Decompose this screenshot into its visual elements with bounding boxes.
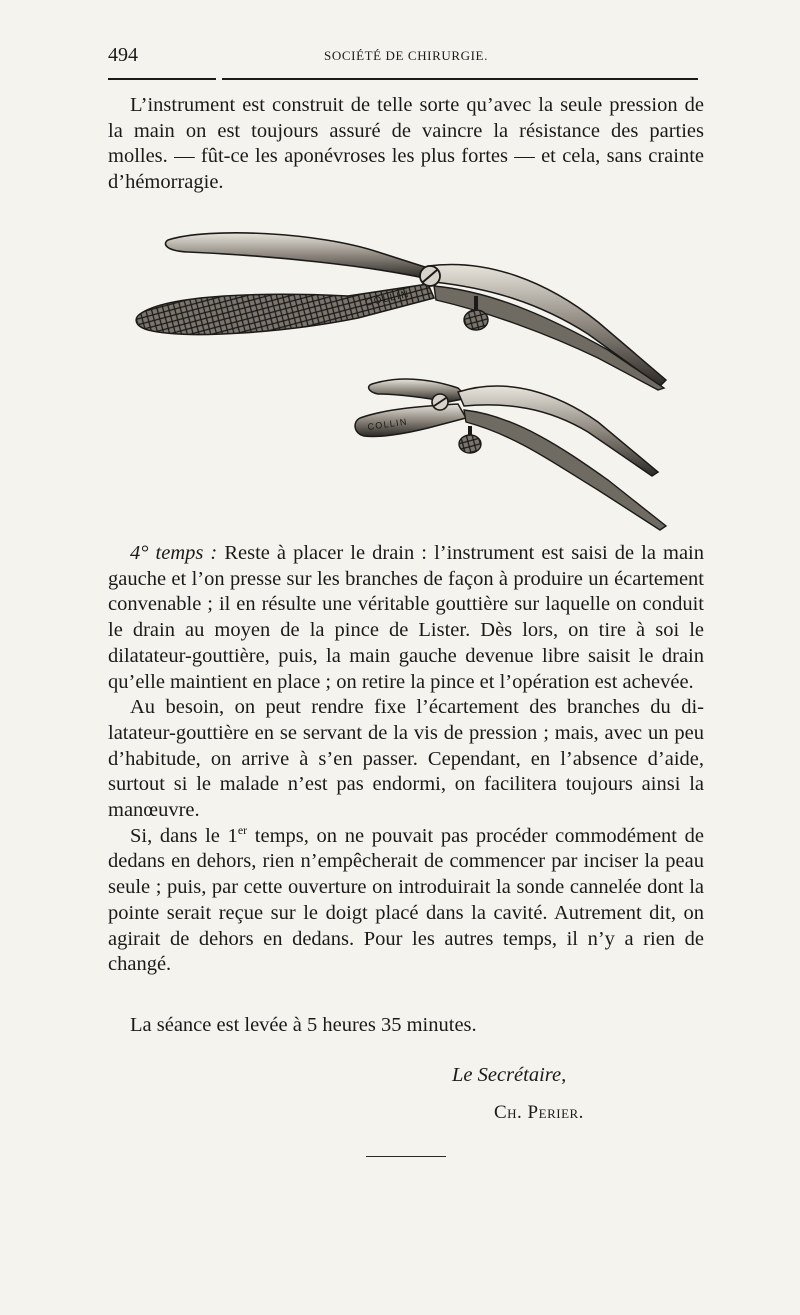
upper-dilator	[136, 233, 666, 390]
signature-name: Ch. Perier.	[494, 1102, 584, 1123]
signature-role: Le Secrétaire,	[452, 1064, 567, 1086]
dilator-illustration	[128, 222, 688, 542]
end-rule	[366, 1156, 446, 1157]
paragraph-au-besoin: Au besoin, on peut rendre fixe l’écartement des branches du dilatateur-gouttière en se servant de la vis de pression ; mais, avec un peu d’habitude, on arrive à s’en passer. Cependant, en l’absence d’aide, surtout si le malade n’est pas endormi, on facilitera toujours ainsi la manœuvre.	[108, 696, 704, 822]
upper-handle-top	[165, 233, 428, 278]
header-rule-right	[222, 78, 698, 80]
lower-handle-bottom	[355, 404, 466, 437]
running-title: SOCIÉTÉ DE CHIRURGIE.	[324, 48, 488, 63]
ordinal-superscript: er	[237, 822, 248, 837]
running-header	[108, 44, 704, 66]
upper-maker-mark: COLLIN	[364, 288, 411, 309]
paragraph-si-dans-a: Si, dans le 1	[130, 824, 238, 847]
upper-thumbscrew	[464, 310, 488, 330]
page-number: 494	[108, 44, 138, 66]
closing-line: La séance est levée à 5 heures 35 minutes.	[130, 1014, 477, 1036]
lower-thumbscrew	[459, 435, 481, 453]
intro-text	[108, 93, 704, 196]
paragraph-4e-temps	[108, 541, 704, 695]
paragraph-si-dans-b: temps, on ne pouvait pas procéder commodément de dedans en dehors, rien n’empêcherait de commencer par inciser la peau seule ; puis, par cette ouverture on introduirait la sonde cannelée dont la pointe serait reçue sur le doigt placé dans la cavité. Autrement dit, on agirait de dehors en dedans. Pour les autres temps, il n’y a rien de changé.	[108, 824, 705, 976]
lower-blade-b	[464, 410, 666, 530]
paragraph-intro: L’instrument est construit de telle sorte qu’avec la seule pression de la main on est toujours assuré de vaincre la résistance des parties molles. — fût-ce les aponévroses les plus fortes — et cela, sans crainte d’hémorragie.	[108, 94, 704, 194]
lower-handle-top	[369, 379, 468, 402]
lower-maker-mark: COLLIN	[366, 416, 409, 432]
paragraph-body: Reste à placer le drain : l’instrument est saisi de la main gauche et l’on presse sur les branches de façon à produire un écartement convenable ; il en résulte une véritable gouttière sur laquelle on conduit le drain au moyen de la pince de Lister. Dès lors, on tire à soi le dilatateur-gouttière, puis, la main gauche devenue libre saisit le drain qu’elle maintient en place ; on retire la pince et l’opération est achevée.	[108, 542, 704, 693]
paragraph-si-dans	[108, 824, 704, 978]
lower-dilator	[355, 379, 666, 530]
paragraph-lead: 4° temps :	[130, 542, 218, 564]
upper-handle-bottom	[136, 284, 434, 334]
header-rule-left	[108, 78, 216, 80]
body-text	[108, 541, 704, 978]
